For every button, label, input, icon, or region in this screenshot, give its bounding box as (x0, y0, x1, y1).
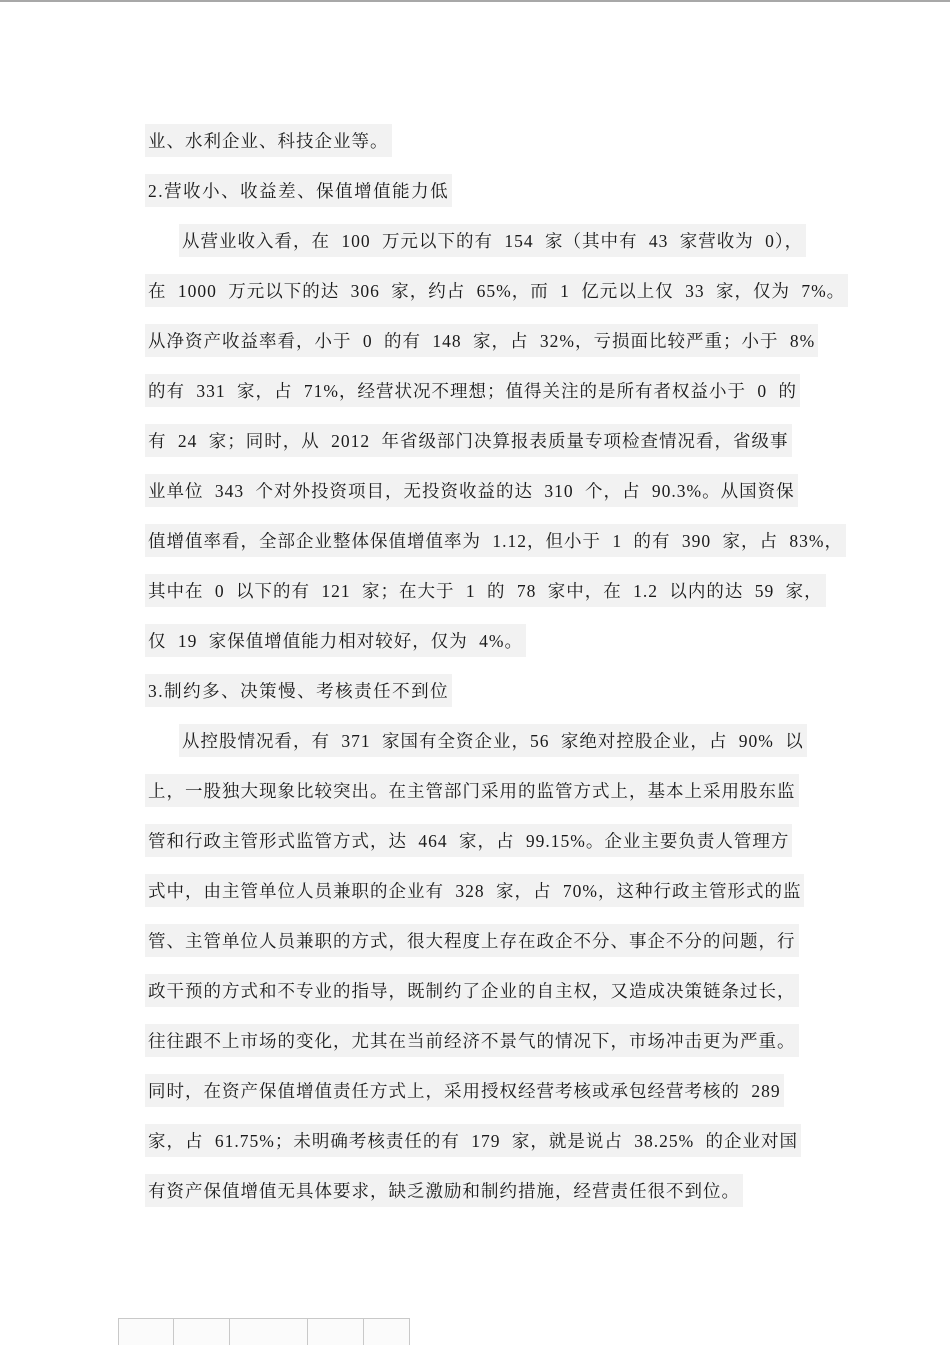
text-line (145, 465, 835, 515)
text-line (145, 565, 835, 615)
text-line-content: 政干预的方式和不专业的指导，既制约了企业的自主权，又造成决策链条过长， (145, 974, 799, 1007)
text-line-content: 家，占 61.75%；未明确考核责任的有 179 家，就是说占 38.25% 的企业对国 (145, 1124, 801, 1157)
text-line (145, 1115, 835, 1165)
text-line-content: 从控股情况看，有 371 家国有全资企业，56 家绝对控股企业，占 90% 以 (179, 724, 807, 757)
text-line (145, 415, 835, 465)
text-line (145, 915, 835, 965)
text-line-content: 2.营收小、收益差、保值增值能力低 (145, 174, 452, 207)
text-line (145, 365, 835, 415)
text-line (145, 715, 835, 765)
text-line (145, 1015, 835, 1065)
text-line-content: 有资产保值增值无具体要求，缺乏激励和制约措施，经营责任很不到位。 (145, 1174, 743, 1207)
section-heading (145, 165, 835, 215)
page-top-rule (0, 0, 950, 2)
text-line-content: 有 24 家；同时，从 2012 年省级部门决算报表质量专项检查情况看，省级事 (145, 424, 792, 457)
table-cell (230, 1318, 308, 1345)
table-cell (364, 1318, 410, 1345)
text-line-content: 上，一股独大现象比较突出。在主管部门采用的监管方式上，基本上采用股东监 (145, 774, 799, 807)
text-line (145, 1065, 835, 1115)
document-text (145, 115, 846, 1215)
text-line-content: 3.制约多、决策慢、考核责任不到位 (145, 674, 452, 707)
text-line-content: 从营业收入看，在 100 万元以下的有 154 家（其中有 43 家营收为 0）， (179, 224, 806, 257)
text-line-content: 仅 19 家保值增值能力相对较好，仅为 4%。 (145, 624, 526, 657)
text-line-content: 业、水利企业、科技企业等。 (145, 124, 392, 157)
text-line-content: 其中在 0 以下的有 121 家；在大于 1 的 78 家中，在 1.2 以内的达 59 家， (145, 574, 826, 607)
text-line-content: 在 1000 万元以下的达 306 家，约占 65%，而 1 亿元以上仅 33 家，仅为 7%。 (145, 274, 848, 307)
text-line-content: 从净资产收益率看，小于 0 的有 148 家，占 32%，亏损面比较严重；小于 8% (145, 324, 818, 357)
text-line (145, 865, 835, 915)
text-line-content: 的有 331 家，占 71%，经营状况不理想；值得关注的是所有者权益小于 0 的 (145, 374, 800, 407)
table-fragment (118, 1318, 410, 1345)
text-line-content: 往往跟不上市场的变化，尤其在当前经济不景气的情况下，市场冲击更为严重。 (145, 1024, 799, 1057)
text-line-content: 管和行政主管形式监管方式，达 464 家，占 99.15%。企业主要负责人管理方 (145, 824, 792, 857)
text-line (145, 765, 835, 815)
text-line (145, 215, 835, 265)
text-line-content: 业单位 343 个对外投资项目，无投资收益的达 310 个，占 90.3%。从国资保 (145, 474, 798, 507)
text-line (145, 115, 835, 165)
text-line (145, 1165, 835, 1215)
text-line-content: 同时，在资产保值增值责任方式上，采用授权经营考核或承包经营考核的 289 (145, 1074, 784, 1107)
section-heading (145, 665, 835, 715)
text-line (145, 515, 843, 565)
text-line (145, 265, 846, 315)
text-line (145, 815, 835, 865)
table-cell (308, 1318, 364, 1345)
text-line (145, 315, 835, 365)
text-line-content: 管、主管单位人员兼职的方式，很大程度上存在政企不分、事企不分的问题，行 (145, 924, 799, 957)
text-line (145, 615, 835, 665)
text-line-content: 式中，由主管单位人员兼职的企业有 328 家，占 70%，这种行政主管形式的监 (145, 874, 804, 907)
table-cell (174, 1318, 230, 1345)
table-cell (118, 1318, 174, 1345)
text-line (145, 965, 835, 1015)
text-line-content: 值增值率看，全部企业整体保值增值率为 1.12，但小于 1 的有 390 家，占 83%， (145, 524, 846, 557)
